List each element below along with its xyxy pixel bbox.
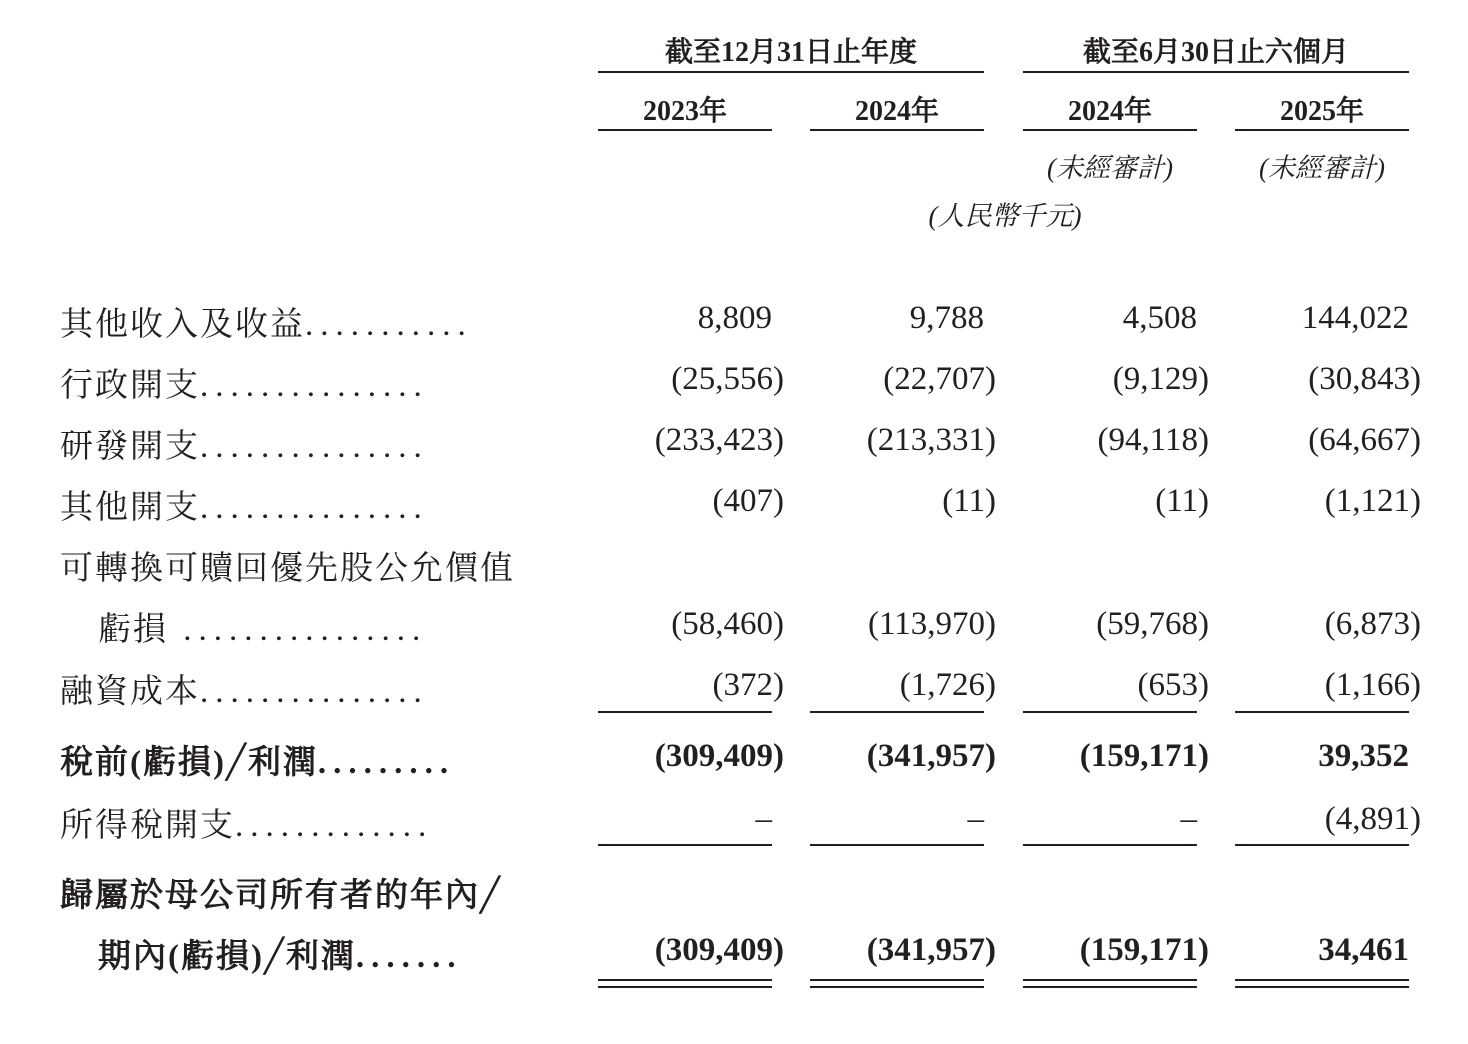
header-group-interim: 截至6月30日止六個月 [1082, 37, 1349, 68]
cell-value: – [1180, 801, 1197, 837]
cell-value: (407) [712, 483, 784, 519]
subtotal-rule [1023, 844, 1197, 846]
header-year-rule [1023, 129, 1197, 131]
cell-value: 8,809 [697, 300, 772, 336]
total-double-rule [1023, 986, 1197, 988]
total-double-rule [1023, 979, 1197, 981]
cell-value: (64,667) [1308, 422, 1421, 458]
cell-value: (372) [712, 667, 784, 703]
row-label: 其他開支............... [60, 490, 429, 526]
cell-value: (11) [942, 483, 996, 519]
total-double-rule [810, 979, 984, 981]
cell-value: (1,166) [1324, 667, 1421, 703]
row-label: 融資成本............... [60, 674, 429, 710]
row-label: 所得稅開支............. [60, 808, 434, 844]
cell-value: (30,843) [1308, 361, 1421, 397]
row-label: 虧損 ................ [98, 612, 428, 648]
cell-value: (59,768) [1096, 606, 1209, 642]
subtotal-rule [598, 711, 772, 713]
cell-value: (309,409) [654, 932, 784, 968]
cell-value: (233,423) [654, 422, 784, 458]
cell-value: (309,409) [654, 738, 784, 774]
cell-value: (1,726) [899, 667, 996, 703]
total-double-rule [1235, 986, 1409, 988]
cell-value: 39,352 [1318, 738, 1409, 774]
header-unaudited-2024: (未經審計) [1047, 153, 1173, 183]
cell-value: (58,460) [671, 606, 784, 642]
header-year-2023: 2023年 [642, 96, 727, 127]
total-double-rule [598, 986, 772, 988]
cell-value: (341,957) [866, 738, 996, 774]
row-label: 稅前(虧損)╱利潤......... [60, 745, 456, 781]
cell-value: 9,788 [909, 300, 984, 336]
cell-value: 34,461 [1318, 932, 1409, 968]
cell-value: (159,171) [1079, 932, 1209, 968]
header-group-annual: 截至12月31日止年度 [664, 37, 917, 68]
total-double-rule [810, 986, 984, 988]
header-year-rule [810, 129, 984, 131]
cell-value: (1,121) [1324, 483, 1421, 519]
total-double-rule [598, 979, 772, 981]
row-label: 研發開支............... [60, 429, 429, 465]
subtotal-rule [810, 844, 984, 846]
header-unaudited-2025: (未經審計) [1259, 153, 1385, 183]
row-label: 歸屬於母公司所有者的年內╱ [60, 878, 502, 914]
header-year-rule [1235, 129, 1409, 131]
row-label: 期內(虧損)╱利潤....... [98, 939, 463, 975]
subtotal-rule [1023, 711, 1197, 713]
cell-value: (6,873) [1324, 606, 1421, 642]
subtotal-rule [1235, 711, 1409, 713]
header-year-2024: 2024年 [854, 96, 939, 127]
subtotal-rule [1235, 844, 1409, 846]
cell-value: (22,707) [883, 361, 996, 397]
cell-value: (4,891) [1324, 801, 1421, 837]
subtotal-rule [810, 711, 984, 713]
cell-value: – [755, 801, 772, 837]
row-label: 其他收入及收益........... [60, 307, 473, 343]
cell-value: (113,970) [867, 606, 996, 642]
cell-value: (159,171) [1079, 738, 1209, 774]
header-year-2024-interim: 2024年 [1067, 96, 1152, 127]
header-year-2025-interim: 2025年 [1279, 96, 1364, 127]
header-unit: (人民幣千元) [928, 201, 1082, 231]
cell-value: (94,118) [1097, 422, 1209, 458]
row-label: 可轉換可贖回優先股公允價值 [60, 551, 515, 587]
cell-value: (341,957) [866, 932, 996, 968]
cell-value: (25,556) [671, 361, 784, 397]
header-year-rule [598, 129, 772, 131]
total-double-rule [1235, 979, 1409, 981]
cell-value: (11) [1155, 483, 1209, 519]
header-group-interim-rule [1023, 71, 1409, 73]
cell-value: (9,129) [1112, 361, 1209, 397]
subtotal-rule [598, 844, 772, 846]
cell-value: 144,022 [1301, 300, 1409, 336]
cell-value: 4,508 [1122, 300, 1197, 336]
cell-value: (653) [1137, 667, 1209, 703]
cell-value: – [967, 801, 984, 837]
header-group-annual-rule [598, 71, 984, 73]
cell-value: (213,331) [866, 422, 996, 458]
row-label: 行政開支............... [60, 368, 429, 404]
